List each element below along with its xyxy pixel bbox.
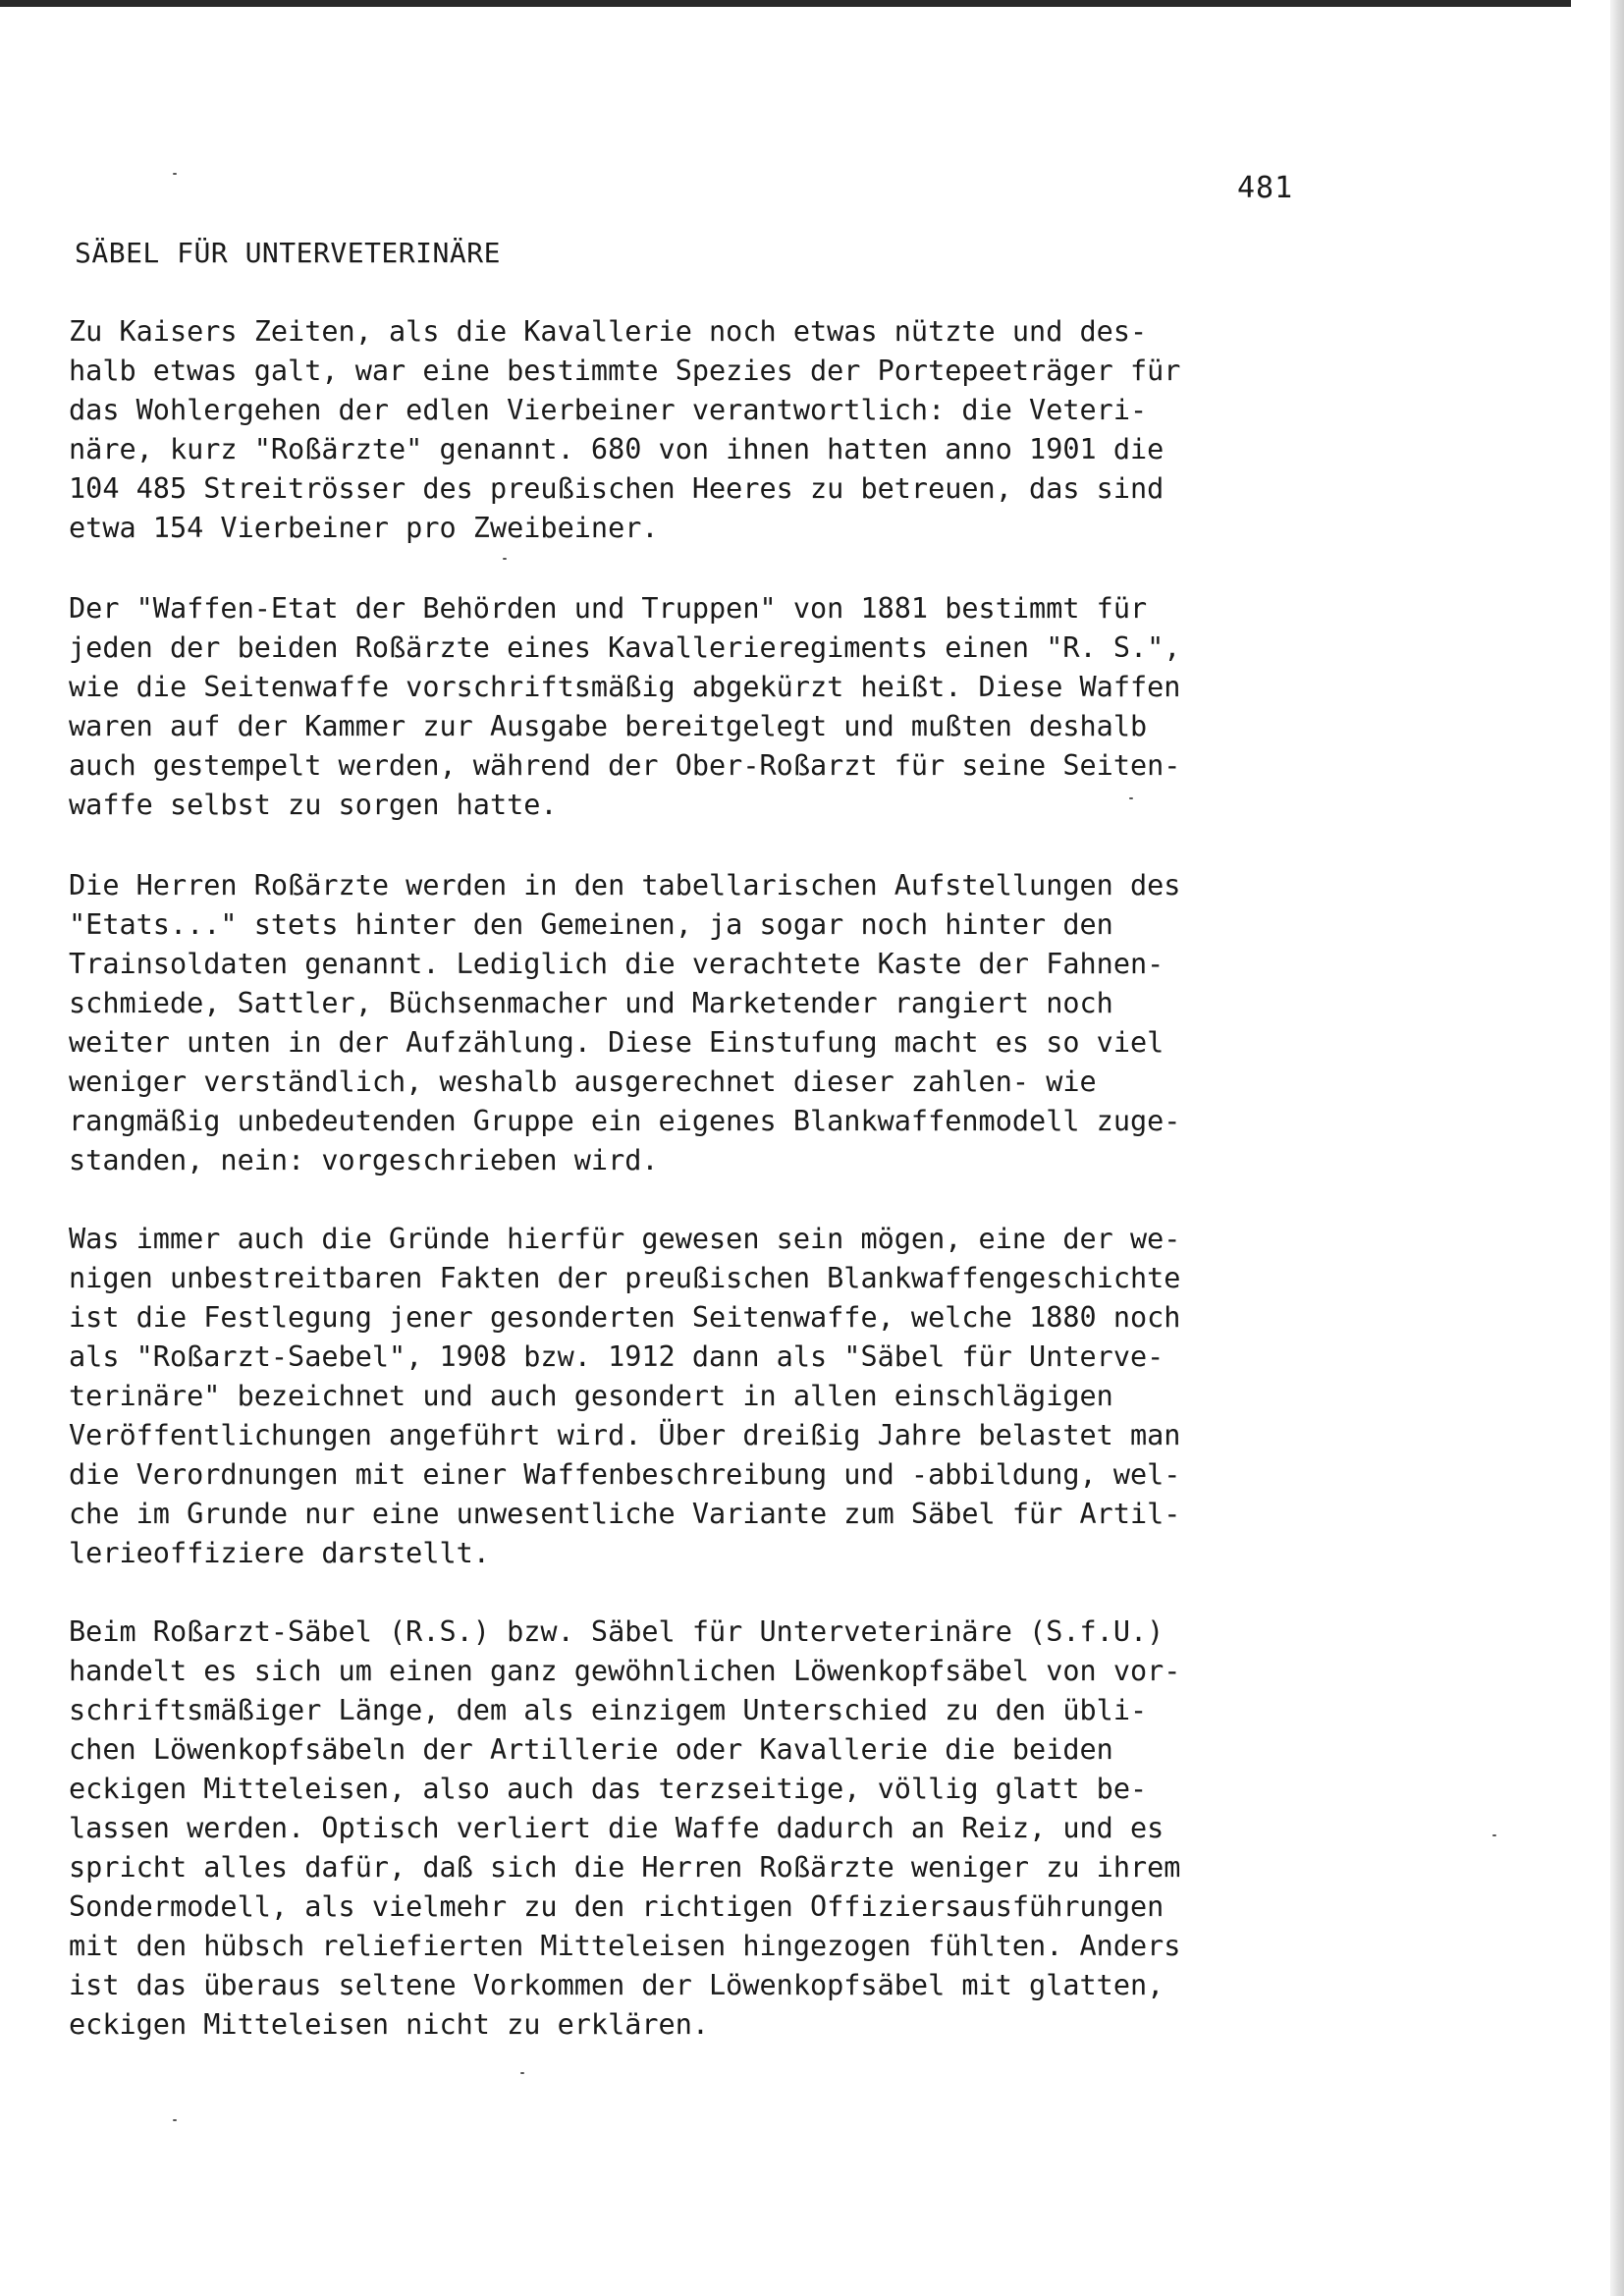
scan-speck (503, 558, 507, 560)
paragraph (69, 866, 1276, 1180)
text-line: ist die Festlegung jener gesonderten Seitenwaffe, welche 1880 noch (69, 1301, 1181, 1334)
scan-speck (1492, 1834, 1496, 1836)
text-line: che im Grunde nur eine unwesentliche Variante zum Säbel für Artil- (69, 1498, 1181, 1530)
text-line: "Etats..." stets hinter den Gemeinen, ja sogar noch hinter den (69, 908, 1113, 941)
text-line: das Wohlergehen der edlen Vierbeiner verantwortlich: die Veteri- (69, 394, 1148, 426)
text-line: Der "Waffen-Etat der Behörden und Truppen" von 1881 bestimmt für (69, 592, 1148, 625)
paragraph (69, 312, 1276, 548)
scan-speck (173, 173, 177, 175)
paragraph (69, 1220, 1276, 1573)
text-line: Was immer auch die Gründe hierfür gewesen sein mögen, eine der we- (69, 1223, 1181, 1255)
scan-top-border (0, 0, 1571, 7)
page-number: 481 (1237, 171, 1294, 205)
text-line: standen, nein: vorgeschrieben wird. (69, 1144, 659, 1176)
paragraph (69, 589, 1276, 825)
text-line: Sondermodell, als vielmehr zu den richtigen Offiziersausführungen (69, 1890, 1164, 1923)
text-line: die Verordnungen mit einer Waffenbeschreibung und -abbildung, wel- (69, 1458, 1181, 1491)
text-line: schmiede, Sattler, Büchsenmacher und Marketender rangiert noch (69, 987, 1113, 1019)
text-line: als "Roßarzt-Saebel", 1908 bzw. 1912 dann als "Säbel für Unterve- (69, 1340, 1164, 1373)
scan-speck (173, 2119, 177, 2121)
text-line: Trainsoldaten genannt. Lediglich die verachtete Kaste der Fahnen- (69, 948, 1164, 980)
text-line: schriftsmäßiger Länge, dem als einzigem Unterschied zu den übli- (69, 1694, 1148, 1726)
text-line: nigen unbestreitbaren Fakten der preußischen Blankwaffengeschichte (69, 1262, 1181, 1294)
scan-page-edge (1610, 0, 1624, 2296)
text-line: chen Löwenkopfsäbeln der Artillerie oder Kavallerie die beiden (69, 1733, 1113, 1766)
text-line: wie die Seitenwaffe vorschriftsmäßig abgekürzt heißt. Diese Waffen (69, 671, 1181, 703)
text-line: lassen werden. Optisch verliert die Waffe dadurch an Reiz, und es (69, 1812, 1164, 1844)
scan-speck (520, 2072, 524, 2074)
text-line: waren auf der Kammer zur Ausgabe bereitgelegt und mußten deshalb (69, 710, 1148, 742)
text-line: lerieoffiziere darstellt. (69, 1537, 490, 1569)
text-line: handelt es sich um einen ganz gewöhnlichen Löwenkopfsäbel von vor- (69, 1655, 1181, 1687)
text-line: 104 485 Streitrösser des preußischen Heeres zu betreuen, das sind (69, 472, 1164, 505)
text-line: weniger verständlich, weshalb ausgerechnet dieser zahlen- wie (69, 1066, 1097, 1098)
text-line: weiter unten in der Aufzählung. Diese Einstufung macht es so viel (69, 1026, 1164, 1059)
text-line: etwa 154 Vierbeiner pro Zweibeiner. (69, 512, 659, 544)
paragraph (69, 1613, 1276, 2045)
text-line: auch gestempelt werden, während der Ober-Roßarzt für seine Seiten- (69, 749, 1181, 782)
text-line: Zu Kaisers Zeiten, als die Kavallerie noch etwas nützte und des- (69, 315, 1148, 348)
text-line: Die Herren Roßärzte werden in den tabellarischen Aufstellungen des (69, 869, 1181, 902)
text-line: spricht alles dafür, daß sich die Herren Roßärzte weniger zu ihrem (69, 1851, 1181, 1884)
text-line: jeden der beiden Roßärzte eines Kavallerieregiments einen "R. S.", (69, 631, 1181, 664)
text-line: mit den hübsch reliefierten Mitteleisen hingezogen fühlten. Anders (69, 1930, 1181, 1962)
text-line: Veröffentlichungen angeführt wird. Über dreißig Jahre belastet man (69, 1419, 1181, 1451)
text-line: halb etwas galt, war eine bestimmte Spezies der Portepeeträger für (69, 355, 1181, 387)
text-line: eckigen Mitteleisen nicht zu erklären. (69, 2008, 710, 2041)
text-line: terinäre" bezeichnet und auch gesondert in allen einschlägigen (69, 1380, 1113, 1412)
text-line: näre, kurz "Roßärzte" genannt. 680 von ihnen hatten anno 1901 die (69, 433, 1164, 465)
text-line: eckigen Mitteleisen, also auch das terzseitige, völlig glatt be- (69, 1773, 1148, 1805)
text-line: ist das überaus seltene Vorkommen der Löwenkopfsäbel mit glatten, (69, 1969, 1164, 2001)
scan-speck (1129, 797, 1133, 799)
text-line: waffe selbst zu sorgen hatte. (69, 789, 558, 821)
section-title: SÄBEL FÜR UNTERVETERINÄRE (75, 237, 501, 269)
text-line: rangmäßig unbedeutenden Gruppe ein eigenes Blankwaffenmodell zuge- (69, 1105, 1181, 1137)
text-line: Beim Roßarzt-Säbel (R.S.) bzw. Säbel für Unterveterinäre (S.f.U.) (69, 1615, 1164, 1648)
